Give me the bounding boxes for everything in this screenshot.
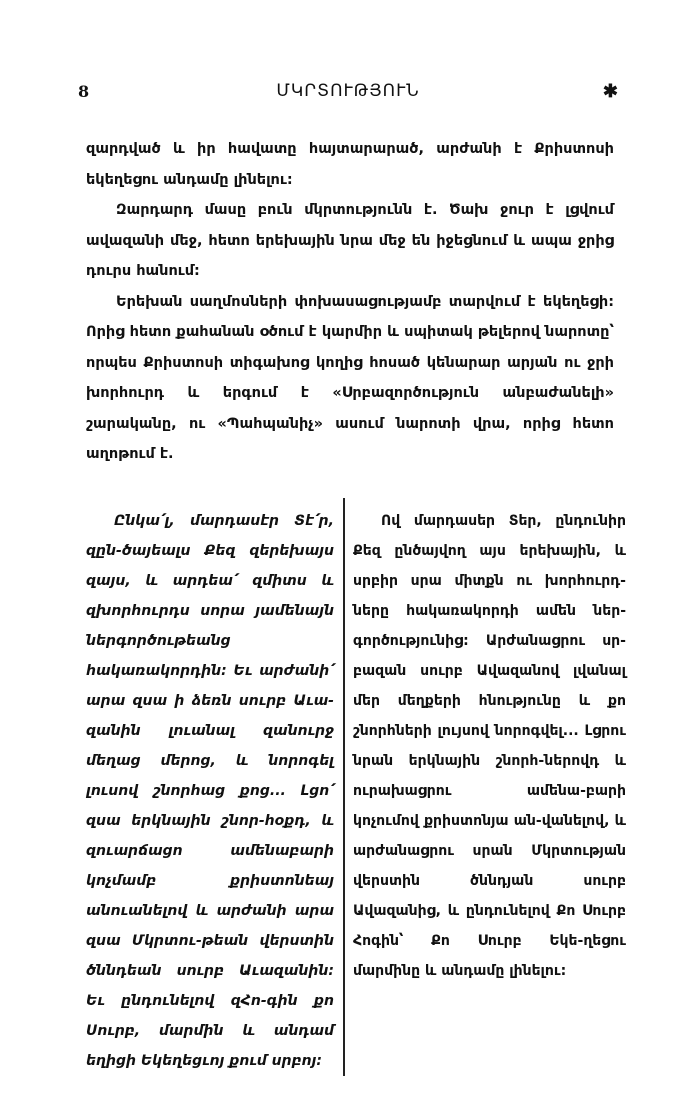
parallel-text-columns bbox=[86, 506, 626, 1076]
paragraph: Երեխան սաղմոսների փոխասացությամբ տարվում է եկեղեցի: Որից հետո քահանան օծում է կարմիր և սպիտակ թելերով նարոտը՝ որպես Քրիստոսի տիգախոց կողից հոսած կենարար արյան ու ջրի խորհուրդ և երգում է «Սրբազործություն անբաժանելի» շարականը, ու «Պահպանիչ» ասում նարոտի վրա, որից հետո աղոթում է. bbox=[86, 293, 614, 462]
page-header bbox=[78, 78, 618, 104]
asterisk-ornament-icon: ✱ bbox=[602, 80, 618, 102]
body-text bbox=[86, 134, 614, 470]
prayer-text-classical: Ընկա՛լ, մարդասէր Տէ՛ր, զըն-ծայեալս Քեզ զերեխայս զայս, և արդեա՛ զմիտս և զխորհուրդս սորա յամենայն ներգործութեանց հակառակորդին: Եւ արժանի՛ արա զսա ի ձեռն սուրբ Աւա-զանին լուանալ զանուրջ մեղաց մերոց, և նորոգել լուսով շնորհաց քոց... Լցո՛ զսա երկնային շնոր-հօքդ, և զուարճացո ամենաբարի կոչմամբ քրիստոնեայ անուանելով և արժանի արա զսա Մկրտու-թեան վերստին ծննդեան սուրբ Աւազանին: Եւ ընդունելով զՀո-գին քո Սուրբ, մարմին և անդամ եղիցի Եկեղեցւոյ քում սրբոյ: bbox=[86, 512, 334, 1069]
paragraph: Զարդարդ մասը բուն մկրտությունն է. Ծախ ջուր է լցվում ավազանի մեջ, հետո երեխային նրա մեջ են իջեցնում և ապա ջրից դուրս հանում: bbox=[86, 202, 614, 279]
running-title: ՄԿՐՏՈՒԹՅՈՒՆ bbox=[276, 81, 420, 101]
column-divider bbox=[343, 498, 345, 1076]
modern-armenian-column bbox=[353, 506, 626, 1076]
paragraph-continuation: զարդված և իր հավատը հայտարարած, արժանի է Քրիստոսի եկեղեցու անդամը լինելու: bbox=[86, 141, 614, 188]
classical-armenian-column bbox=[86, 506, 334, 1076]
page-number: 8 bbox=[78, 81, 90, 101]
prayer-text-modern: Ով մարդասեր Տեր, ընդունիր Քեզ ընծայվող այս երեխային, և սրբիր սրա միտքն ու խորհուրդ-ները հակառակորդի ամեն ներ-գործությունից: Արժանացրու սր-բազան սուրբ Ավազանով լվանալ մեր մեղքերի հնությունը և քո շնորհների լույսով նորոգվել... Լցրու նրան երկնային շնորհ-ներովդ և ուրախացրու ամենա-բարի կոչումով քրիստոնյա ան-վանելով, և արժանացրու սրան Մկրտության վերստին ծննդյան սուրբ Ավազանից, և ընդունելով Քո Սուրբ Հոգին՝ Քո Սուրբ Եկե-ղեցու մարմինը և անդամը լինելու: bbox=[353, 512, 626, 979]
